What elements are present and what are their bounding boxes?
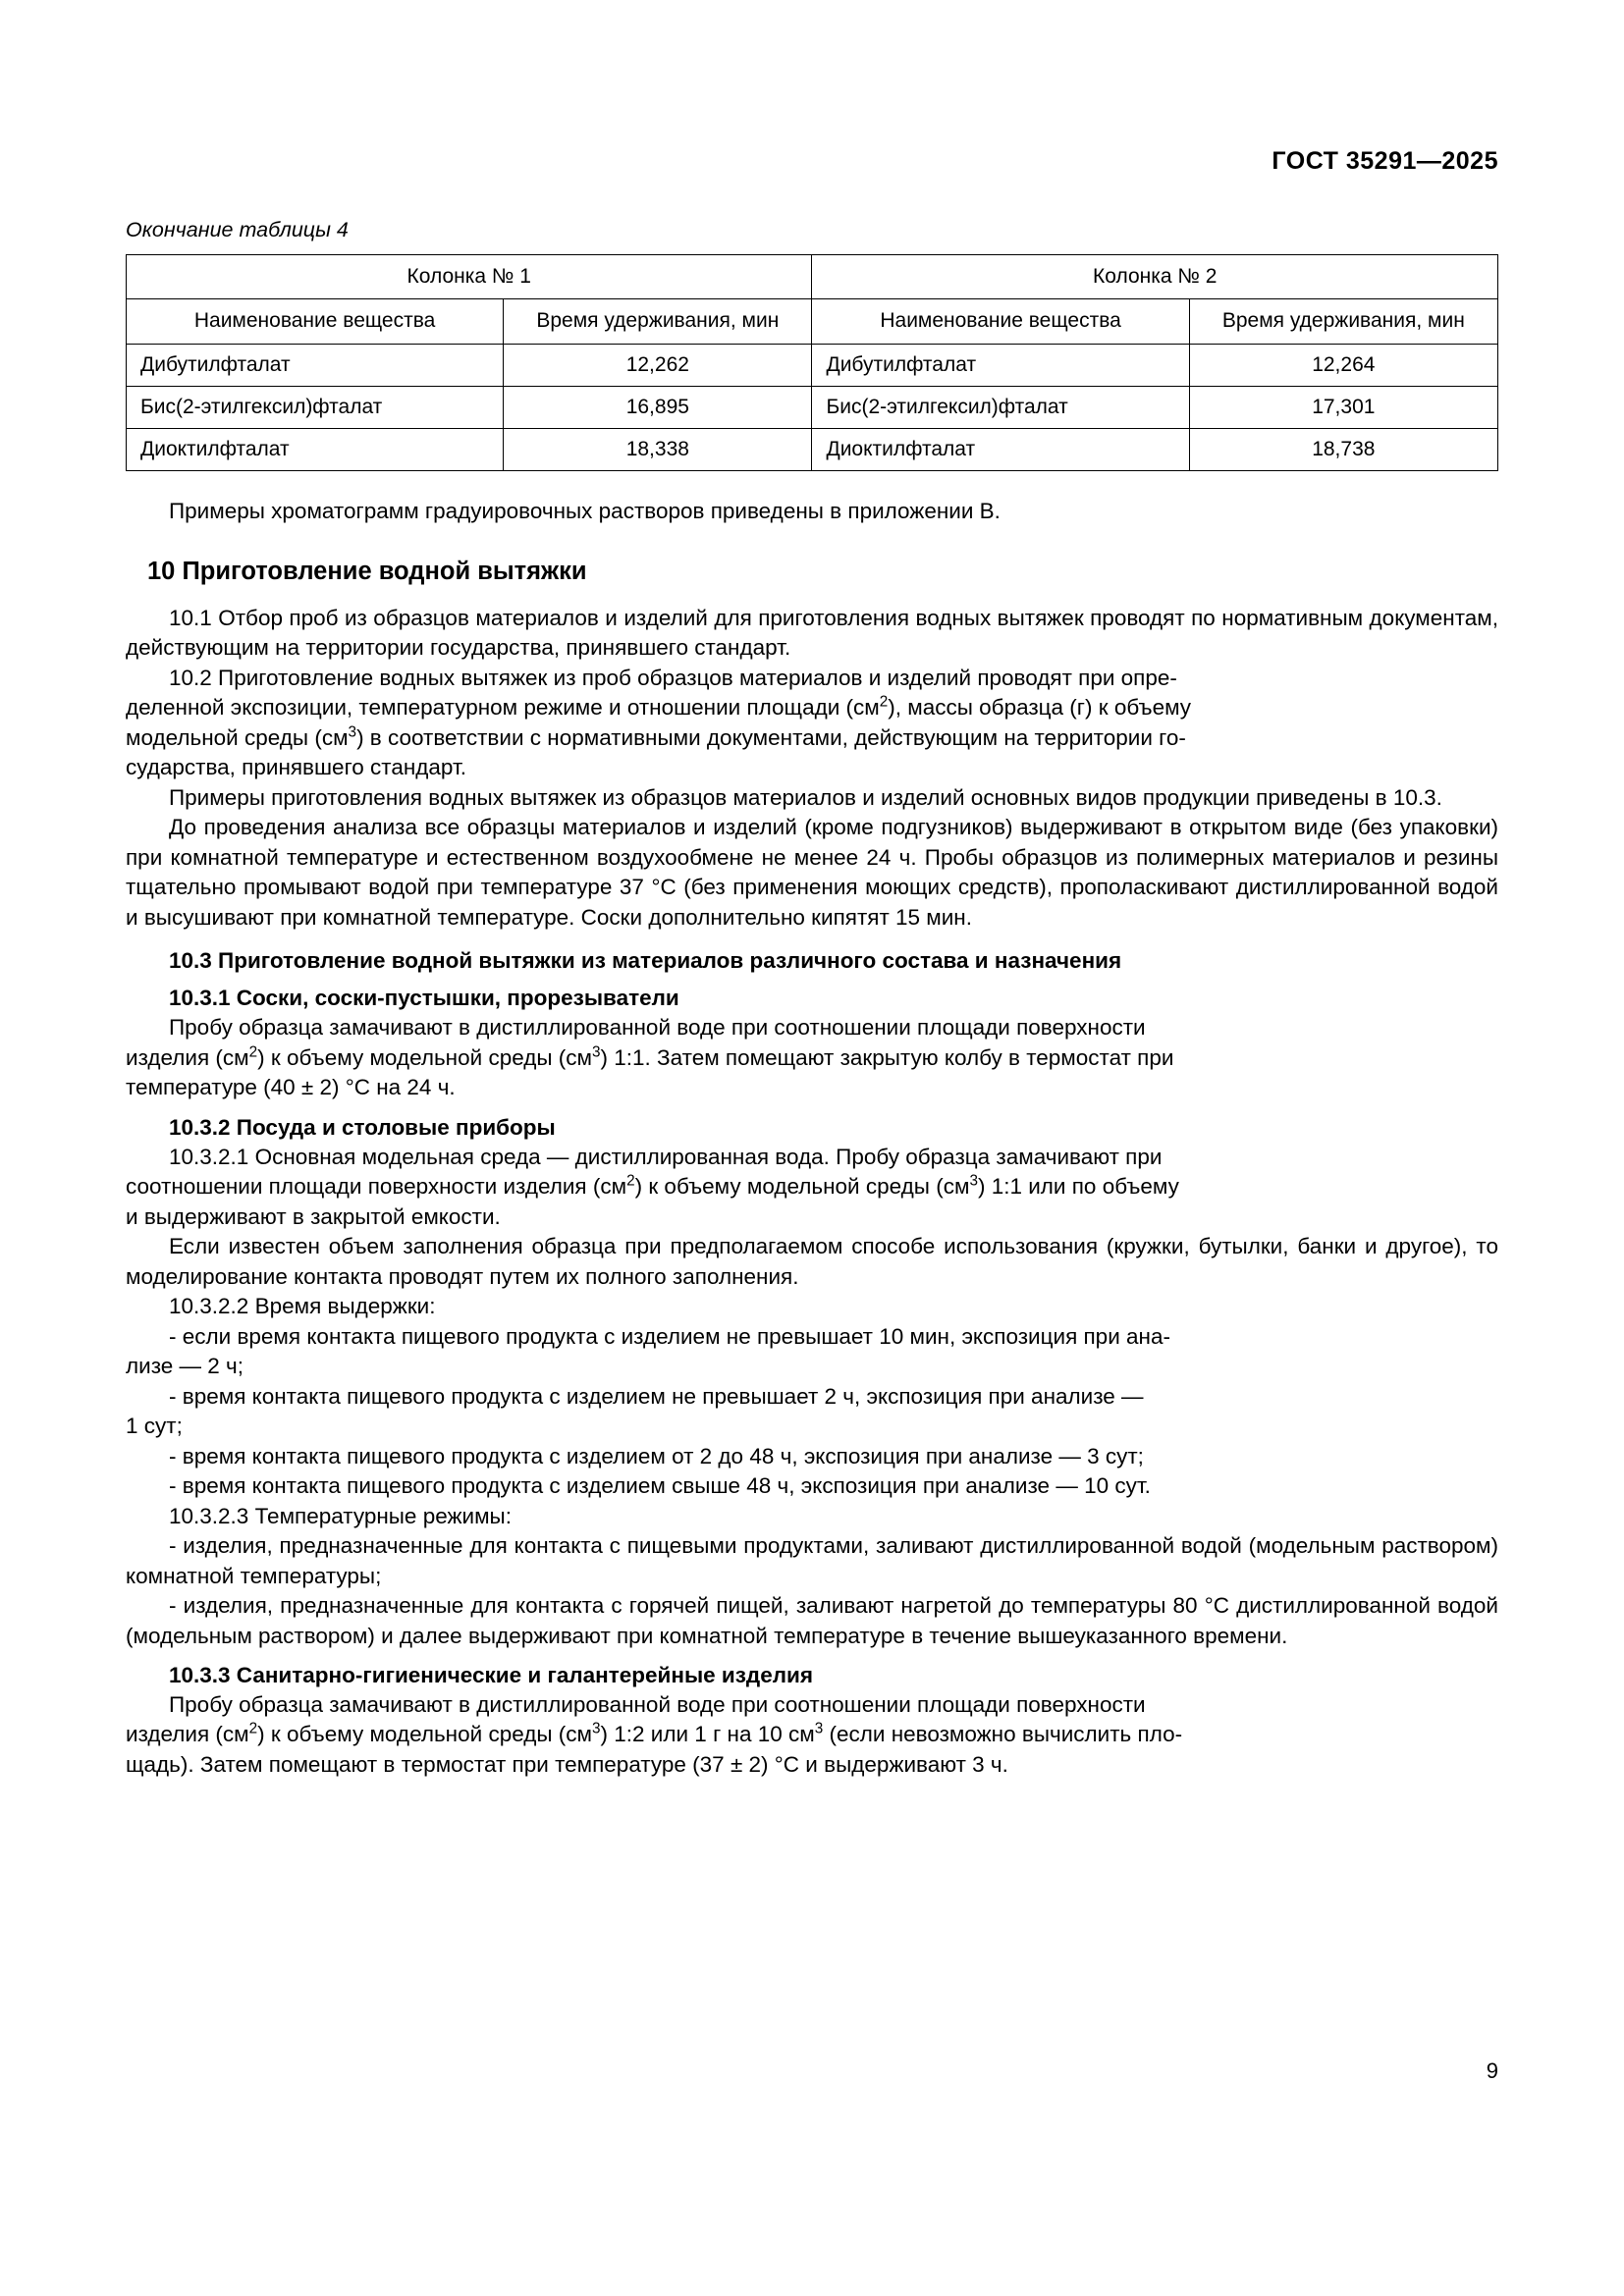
paragraph-10-2-cont2 — [126, 723, 1498, 753]
section-10-3-2-body — [126, 1143, 1498, 1651]
cell-substance-2: Бис(2-этилгексил)фталат — [812, 386, 1189, 428]
superscript-3: 3 — [592, 1720, 601, 1737]
paragraph-10-3-1-c: температуре (40 ± 2) °С на 24 ч. — [126, 1075, 456, 1100]
paragraph-10-3-2-3: 10.3.2.3 Температурные режимы: — [169, 1503, 512, 1528]
list-item: - если время контакта пищевого продукта с изделием не превышает 10 мин, экспозиция при ана- — [169, 1323, 1170, 1349]
list-item-cont: 1 сут; — [126, 1414, 183, 1439]
paragraph-10-2-cont3: сударства, принявшего стандарт. — [126, 755, 467, 780]
list-item: - изделия, предназначенные для контакта с горячей пищей, заливают нагретой до температуры 80 °С дистиллированной водой (модельным раствором) и далее выдерживают при комнатной температуре в течение вышеуказанного времени. — [126, 1593, 1498, 1648]
cell-substance-2: Диоктилфталат — [812, 428, 1189, 470]
cell-time-1: 18,338 — [504, 428, 812, 470]
text-10-2-e: ) в соответствии с нормативными документами, действующим на территории го- — [356, 724, 1186, 750]
paragraph-10-1: 10.1 Отбор проб из образцов материалов и изделий для приготовления водных вытяжек проводят по нормативным документам, действующим на территории государства, принявшего стандарт. — [126, 605, 1498, 661]
table-group-header-row — [127, 255, 1498, 299]
subsection-heading-10-3-1: 10.3.1 Соски, соски-пустышки, прорезыватели — [169, 986, 679, 1011]
list-item: - время контакта пищевого продукта с изделием свыше 48 ч, экспозиция при анализе — 10 сут. — [169, 1473, 1151, 1499]
text-10-2-d: модельной среды (см — [126, 724, 349, 750]
paragraph-10-3-1-b — [126, 1043, 1498, 1073]
table-column-header-row — [127, 299, 1498, 344]
group-header-col2: Колонка № 2 — [812, 255, 1498, 299]
superscript-3: 3 — [814, 1720, 824, 1737]
paragraph-10-3-2-1-b — [126, 1172, 1498, 1201]
paragraph-volume-known: Если известен объем заполнения образца при предполагаемом способе использования (кружки, бутылки, банки и другое), то моделирование контакта проводят путем их полного заполнения. — [126, 1234, 1498, 1289]
superscript-3: 3 — [592, 1043, 601, 1061]
column-header-substance-2: Наименование вещества — [812, 299, 1189, 344]
paragraph-10-2-cont1 — [126, 693, 1498, 722]
cell-time-2: 17,301 — [1189, 386, 1497, 428]
cell-time-1: 16,895 — [504, 386, 812, 428]
cell-substance-2: Дибутилфталат — [812, 344, 1189, 386]
page-content — [126, 218, 1498, 1780]
text-10-3-3-b: изделия (см — [126, 1722, 249, 1747]
table-row — [127, 428, 1498, 470]
superscript-2: 2 — [248, 1043, 258, 1061]
text-10-2-c: ), массы образца (г) к объему — [888, 695, 1192, 721]
paragraph-before-analysis: До проведения анализа все образцы материалов и изделий (кроме подгузников) выдерживают в открытом виде (без упаковки) при комнатной температуре и естественном воздухообмене не менее 24 ч. Пробы образцов из полимерных материалов и резины тщательно промывают водой при температуре 37 °С (без применения моющих средств), прополаскивают дистиллированной водой и высушивают при комнатной температуре. Соски дополнительно кипятят 15 мин. — [126, 815, 1498, 930]
text-10-3-1-b: изделия (см — [126, 1044, 249, 1070]
superscript-2: 2 — [626, 1172, 635, 1190]
cell-time-2: 12,264 — [1189, 344, 1497, 386]
table-row — [127, 344, 1498, 386]
list-item: - время контакта пищевого продукта с изделием от 2 до 48 ч, экспозиция при анализе — 3 сут; — [169, 1443, 1144, 1468]
text-10-3-3-d: ) 1:2 или 1 г на 10 см — [600, 1722, 815, 1747]
table-caption: Окончание таблицы 4 — [126, 218, 349, 241]
page-number: 9 — [1486, 2058, 1498, 2083]
table-row — [127, 386, 1498, 428]
list-item: - время контакта пищевого продукта с изделием не превышает 2 ч, экспозиция при анализе — — [169, 1383, 1144, 1409]
text-10-3-2-1-b: соотношении площади поверхности изделия (см — [126, 1174, 627, 1200]
section-heading-10: 10 Приготовление водной вытяжки — [147, 557, 587, 585]
cell-substance-1: Дибутилфталат — [127, 344, 504, 386]
paragraph-examples-preparation: Примеры приготовления водных вытяжек из образцов материалов и изделий основных видов продукции приведены в 10.3. — [169, 784, 1442, 810]
paragraph-10-3-2-1-c: и выдерживают в закрытой емкости. — [126, 1203, 501, 1229]
subsection-heading-10-3: 10.3 Приготовление водной вытяжки из материалов различного состава и назначения — [169, 948, 1122, 974]
paragraph-10-3-2-2: 10.3.2.2 Время выдержки: — [169, 1294, 436, 1319]
text-10-3-2-1-c: ) к объему модельной среды (см — [634, 1174, 970, 1200]
list-item-cont: лизе — 2 ч; — [126, 1354, 244, 1379]
paragraph-10-3-1-a: Пробу образца замачивают в дистиллированной воде при соотношении площади поверхности — [169, 1015, 1146, 1041]
superscript-3: 3 — [969, 1172, 978, 1190]
text-10-3-1-d: ) 1:1. Затем помещают закрытую колбу в термостат при — [600, 1044, 1174, 1070]
superscript-3: 3 — [348, 723, 357, 741]
superscript-2: 2 — [879, 693, 889, 711]
retention-time-table — [126, 254, 1498, 471]
superscript-2: 2 — [248, 1720, 258, 1737]
paragraph-10-3-3-c: щадь). Затем помещают в термостат при температуре (37 ± 2) °С и выдерживают 3 ч. — [126, 1751, 1008, 1777]
section-10-body — [126, 604, 1498, 933]
subsection-heading-10-3-3: 10.3.3 Санитарно-гигиенические и галантерейные изделия — [169, 1663, 813, 1687]
paragraph-chromatogram-examples: Примеры хроматограмм градуировочных растворов приведены в приложении В. — [169, 498, 1001, 523]
paragraph-10-2 — [126, 664, 1498, 693]
text-10-3-3-c: ) к объему модельной среды (см — [257, 1722, 592, 1747]
paragraph-10-3-2-1-a: 10.3.2.1 Основная модельная среда — дистиллированная вода. Пробу образца замачивают при — [169, 1144, 1163, 1169]
text-10-3-3-e: (если невозможно вычислить пло- — [823, 1722, 1183, 1747]
text-10-2-b: деленной экспозиции, температурном режиме и отношении площади (см — [126, 695, 880, 721]
paragraph-10-3-3-a: Пробу образца замачивают в дистиллированной воде при соотношении площади поверхности — [169, 1692, 1146, 1717]
text-10-2-a: 10.2 Приготовление водных вытяжек из проб образцов материалов и изделий проводят при опре- — [169, 665, 1177, 690]
group-header-col1: Колонка № 1 — [127, 255, 812, 299]
subsection-heading-10-3-2: 10.3.2 Посуда и столовые приборы — [169, 1114, 556, 1140]
section-10-3-1-body — [126, 1013, 1498, 1102]
list-item: - изделия, предназначенные для контакта с пищевыми продуктами, заливают дистиллированной водой (модельным раствором) комнатной температуры; — [126, 1533, 1498, 1588]
after-table-paragraph-block — [126, 497, 1498, 526]
cell-substance-1: Бис(2-этилгексил)фталат — [127, 386, 504, 428]
cell-time-1: 12,262 — [504, 344, 812, 386]
paragraph-10-3-3-b — [126, 1720, 1498, 1749]
section-10-3-3-body — [126, 1690, 1498, 1780]
cell-substance-1: Диоктилфталат — [127, 428, 504, 470]
column-header-time-2: Время удерживания, мин — [1189, 299, 1497, 344]
page-header: ГОСТ 35291—2025 — [1272, 147, 1498, 175]
cell-time-2: 18,738 — [1189, 428, 1497, 470]
column-header-time-1: Время удерживания, мин — [504, 299, 812, 344]
column-header-substance-1: Наименование вещества — [127, 299, 504, 344]
text-10-3-2-1-d: ) 1:1 или по объему — [977, 1174, 1179, 1200]
text-10-3-1-c: ) к объему модельной среды (см — [257, 1044, 592, 1070]
